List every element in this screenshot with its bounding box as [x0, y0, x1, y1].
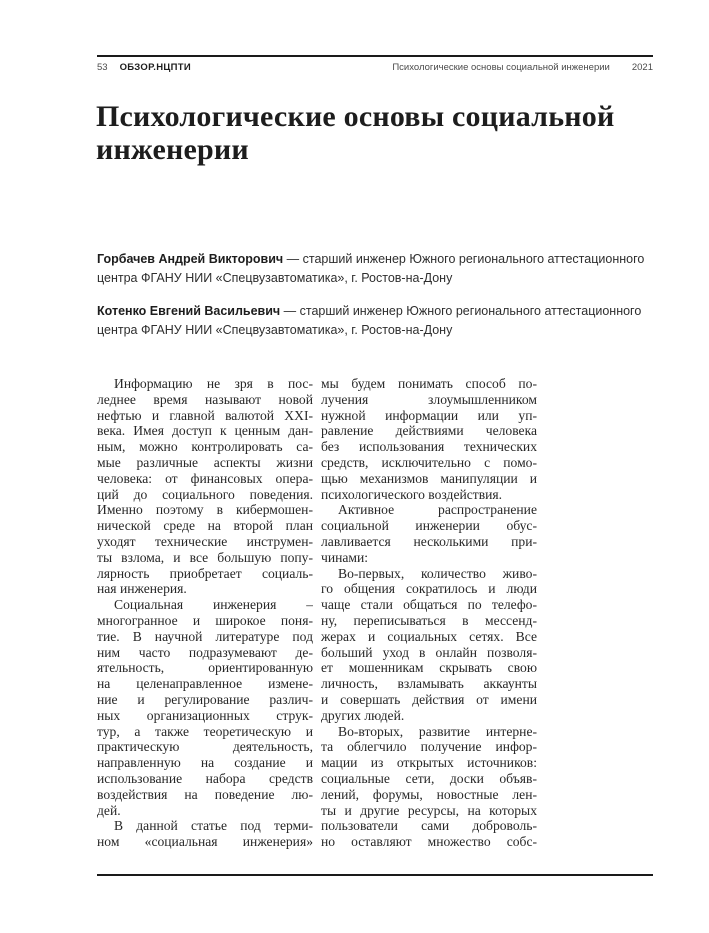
body-line: других людей. [321, 707, 405, 723]
body-line: использование набора средств [97, 770, 313, 786]
author-affiliation: — старший инженер Южного регионального аттестационного центра ФГАНУ НИИ «Спецвузавтоматика», г. Ростов-на-Дону [97, 252, 645, 285]
body-line: Социальная инженерия – [114, 597, 313, 613]
body-line: тур, а также теоретическую и [97, 723, 313, 739]
running-head-right [392, 62, 653, 73]
body-line: ет мошенникам скрывать свою [321, 660, 537, 676]
publication-year: 2021 [631, 62, 653, 73]
body-line: ным, можно контролировать са- [97, 439, 313, 455]
body-column-left [97, 376, 313, 850]
running-title: Психологические основы социальной инженерии [392, 62, 610, 73]
body-line: Активное распространение [338, 502, 537, 518]
body-line: века. Имея доступ к ценным дан- [97, 423, 313, 439]
body-line: ты взлома, и все большую попу- [97, 549, 313, 565]
body-line: ных организационных струк- [97, 707, 313, 723]
header-rule [97, 55, 653, 57]
body-line: нужной информации или уп- [321, 407, 537, 423]
footer-rule [97, 874, 653, 876]
body-line: и совершать действия от имени [321, 691, 537, 707]
body-line: больший уход в онлайн позволя- [321, 644, 537, 660]
body-line: ты и другие ресурсы, на которых [321, 802, 537, 818]
body-line: равление действиями человека [321, 423, 537, 439]
body-line: многогранное и широкое поня- [97, 612, 313, 628]
body-line: но оставляют множество собс- [321, 834, 537, 850]
authors-block [97, 250, 657, 354]
body-line: тие. В научной литературе под [97, 628, 313, 644]
body-line: лений, форумы, новостные лен- [321, 786, 537, 802]
running-head [97, 62, 653, 73]
body-line: практическую деятельность, [97, 739, 313, 755]
body-line: на целенаправленное измене- [97, 676, 313, 692]
body-line: та облегчило получение инфор- [321, 739, 537, 755]
article-title: Психологические основы социальной инженерии [96, 100, 615, 166]
body-line: лавливается несколькими при- [321, 533, 537, 549]
journal-name: ОБЗОР.НЦПТИ [119, 62, 191, 73]
body-line: человека: от финансовых опера- [97, 470, 313, 486]
body-line: нической среде на второй план [97, 518, 313, 534]
body-line: уходят технические инструмен- [97, 533, 313, 549]
body-line: щью механизмов манипуляции и [321, 470, 537, 486]
body-line: ций до социального поведения. [97, 486, 313, 502]
body-line: направленную на создание и [97, 755, 313, 771]
author-affiliation: — старший инженер Южного регионального аттестационного центра ФГАНУ НИИ «Спецвузавтоматика», г. Ростов-на-Дону [97, 304, 642, 337]
body-column-right [321, 376, 537, 850]
body-line: средств, исключительно с помо- [321, 454, 537, 470]
body-line: лярность приобретает социаль- [97, 565, 313, 581]
body-line: нефтью и главной валютой XXI- [97, 407, 313, 423]
author-entry [97, 250, 657, 287]
body-line: пользователи сами доброволь- [321, 818, 537, 834]
body-line: ном «социальная инженерия» [97, 834, 313, 850]
article-body [97, 376, 537, 850]
body-line: ние и регулирование различ- [97, 691, 313, 707]
body-line: леднее время называют новой [97, 391, 313, 407]
body-line: социальные сети, доски объяв- [321, 770, 537, 786]
body-line: психологического воздействия. [321, 486, 503, 502]
body-line: Информацию не зря в пос- [114, 376, 313, 391]
author-name: Котенко Евгений Васильевич [97, 304, 281, 318]
body-line: воздействия на поведение лю- [97, 786, 313, 802]
body-line: мации из открытых источников: [321, 755, 537, 771]
running-head-left [97, 62, 191, 73]
body-line: Во-вторых, развитие интерне- [338, 723, 537, 739]
page-number: 53 [97, 62, 108, 73]
body-line: ная инженерия. [97, 581, 187, 597]
body-line: ним часто подразумевают де- [97, 644, 313, 660]
body-line: го общения сократилось и люди [321, 581, 537, 597]
body-line: без использования технических [321, 439, 537, 455]
body-line: ятельность, ориентированную [97, 660, 313, 676]
body-line: мые различные аспекты жизни [97, 454, 313, 470]
body-line: личность, взламывать аккаунты [321, 676, 537, 692]
body-line: мы будем понимать способ по- [321, 376, 537, 391]
body-line: дей. [97, 802, 121, 818]
author-name: Горбачев Андрей Викторович [97, 252, 284, 266]
body-line: чаще стали общаться по телефо- [321, 597, 537, 613]
body-line: социальной инженерии обус- [321, 518, 537, 534]
body-line: лучения злоумышленником [321, 391, 537, 407]
author-entry [97, 302, 657, 339]
body-line: жерах и социальных сетях. Все [321, 628, 537, 644]
body-line: В данной статье под терми- [114, 818, 313, 834]
body-line: ну, переписываться в мессенд- [321, 612, 537, 628]
body-line: Во-первых, количество живо- [338, 565, 537, 581]
body-line: Именно поэтому в кибермошен- [97, 502, 313, 518]
body-line: чинами: [321, 549, 369, 565]
